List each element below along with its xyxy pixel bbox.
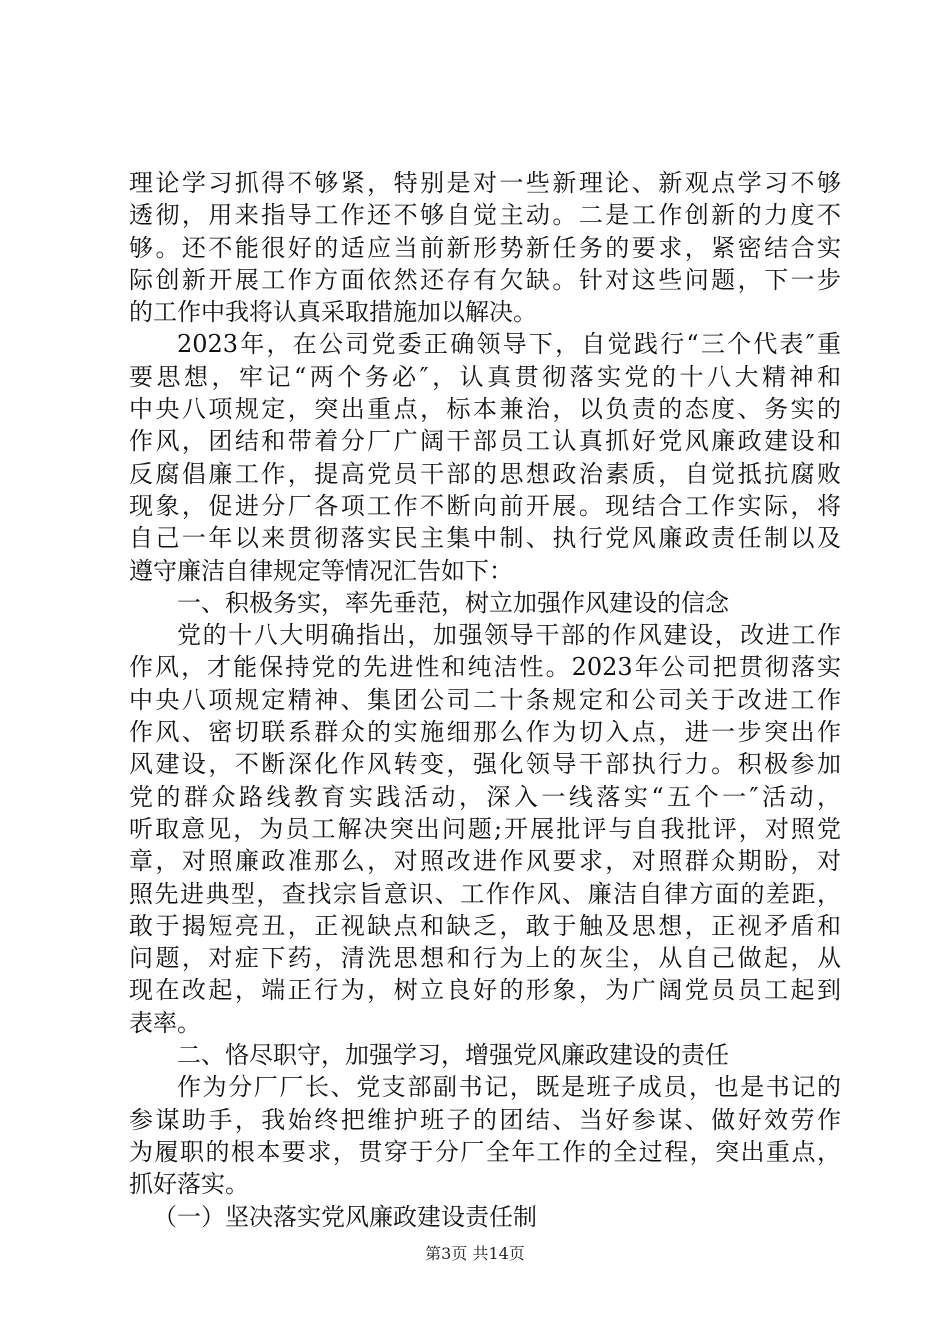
text-line: 中央八项规定，突出重点，标本兼治，以负责的态度、务实的 [129,395,841,424]
text-line: 自己一年以来贯彻落实民主集中制、执行党风廉政责任制以及 [129,524,841,553]
text-line: 中央八项规定精神、集团公司二十条规定和公司关于改进工作 [129,685,841,714]
text-line: 作为分厂厂长、党支部副书记，既是班子成员，也是书记的 [177,1073,841,1102]
section-heading: 二、恪尽职守，加强学习，增强党风廉政建设的责任 [177,1041,729,1070]
text-line: 听取意见，为员工解决突出问题;开展批评与自我批评，对照党 [129,814,841,843]
text-line: 理论学习抓得不够紧，特别是对一些新理论、新观点学习不够 [129,169,841,197]
text-line: 2023年，在公司党委正确领导下，自觉践行“三个代表″重 [177,330,841,359]
section-heading: 一、积极务实，率先垂范，树立加强作风建设的信念 [177,588,729,617]
text-line: 党的十八大明确指出，加强领导干部的作风建设，改进工作 [177,621,841,650]
text-line: 反腐倡廉工作，提高党员干部的思想政治素质，自觉抵抗腐败 [129,459,841,488]
text-line: 表率。 [129,1008,201,1037]
text-line: 章，对照廉政准那么，对照改进作风要求，对照群众期盼，对 [129,847,841,876]
text-line: 作风、密切联系群众的实施细那么作为切入点，进一步突出作 [129,718,841,747]
document-body [129,167,841,1233]
page-footer: 第3页 共14页 [425,1244,525,1263]
text-line: 党的群众路线教育实践活动，深入一线落实“五个一″活动， [129,782,841,811]
text-line: 作风，团结和带着分厂广阔干部员工认真抓好党风廉政建设和 [129,427,841,456]
text-line: 照先进典型，查找宗旨意识、工作作风、廉洁自律方面的差距， [129,879,841,908]
text-line: 为履职的根本要求，贯穿于分厂全年工作的全过程，突出重点， [129,1137,841,1166]
text-line: 际创新开展工作方面依然还存有欠缺。针对这些问题，下一步 [129,265,841,294]
text-line: 风建设，不断深化作风转变，强化领导干部执行力。积极参加 [129,750,841,779]
text-line: 现象，促进分厂各项工作不断向前开展。现结合工作实际，将 [129,491,841,520]
text-line: 现在改起，端正行为，树立良好的形象，为广阔党员员工起到 [129,976,841,1005]
section-heading: （一）坚决落实党风廉政建设责任制 [153,1202,537,1231]
text-line: 抓好落实。 [129,1170,249,1199]
text-line: 的工作中我将认真采取措施加以解决。 [129,298,537,327]
text-line: 透彻，用来指导工作还不够自觉主动。二是工作创新的力度不 [129,201,841,230]
text-line: 问题，对症下药，清洗思想和行为上的灰尘，从自己做起，从 [129,944,841,973]
text-line: 够。还不能很好的适应当前新形势新任务的要求，紧密结合实 [129,233,841,262]
text-line: 遵守廉洁自律规定等情况汇告如下： [129,556,513,585]
text-line: 要思想，牢记“两个务必″，认真贯彻落实党的十八大精神和 [129,362,841,391]
text-line: 敢于揭短亮丑，正视缺点和缺乏，敢于触及思想，正视矛盾和 [129,911,841,940]
text-line: 参谋助手，我始终把维护班子的团结、当好参谋、做好效劳作 [129,1105,841,1134]
text-line: 作风，才能保持党的先进性和纯洁性。2023年公司把贯彻落实 [129,653,841,682]
